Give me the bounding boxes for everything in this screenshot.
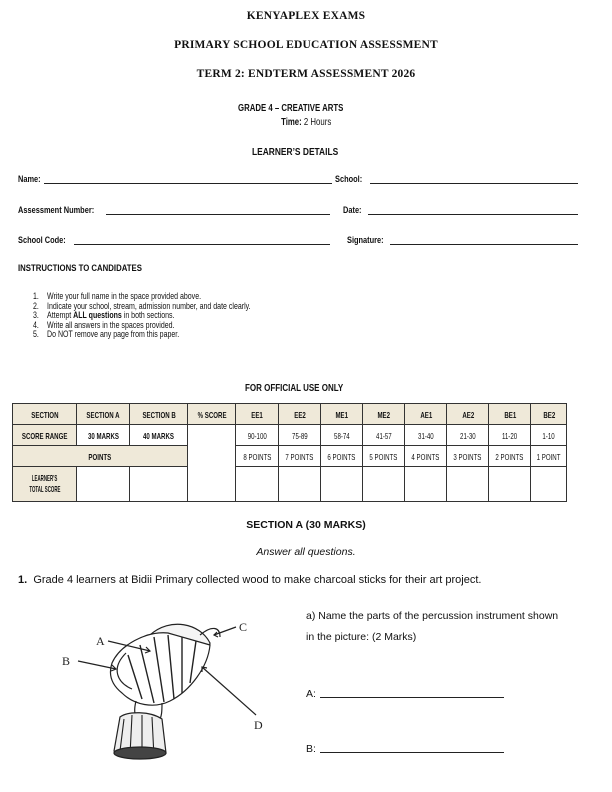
assessment-level-title: PRIMARY SCHOOL EDUCATION ASSESSMENT xyxy=(174,39,438,51)
grade-entry-cell[interactable] xyxy=(531,467,567,502)
section-a-instruction: Answer all questions. xyxy=(256,546,356,558)
grade-entry-cell[interactable] xyxy=(321,467,363,502)
table-header-cell: SECTION A xyxy=(77,404,130,425)
answer-b-field[interactable] xyxy=(320,752,504,753)
points-cell: 5 POINTS xyxy=(363,446,405,467)
table-header-cell: SECTION B xyxy=(130,404,188,425)
section-b-marks: 40 MARKS xyxy=(130,425,188,446)
drum-label-a: A xyxy=(96,634,105,648)
assessment-number-label: Assessment Number: xyxy=(18,205,95,216)
instruction-item: 2. Indicate your school, stream, admission number, and date clearly. xyxy=(33,300,251,311)
question-text: Grade 4 learners at Bidii Primary collected wood to make charcoal sticks for their art project. xyxy=(33,574,482,586)
official-use-title: FOR OFFICIAL USE ONLY xyxy=(244,383,343,394)
points-label: POINTS xyxy=(13,446,188,467)
drum-label-c: C xyxy=(239,620,248,634)
instruction-item: 4. Write all answers in the spaces provided. xyxy=(33,319,175,330)
grade-entry-cell[interactable] xyxy=(447,467,489,502)
table-header-cell: AE2 xyxy=(447,404,489,425)
points-cell: 1 POINT xyxy=(531,446,567,467)
score-range-cell: 11-20 xyxy=(489,425,531,446)
question-number: 1. xyxy=(18,574,28,586)
signature-label: Signature: xyxy=(347,235,384,246)
answer-a-label: A: xyxy=(306,688,316,700)
score-range-row xyxy=(13,425,567,446)
score-range-cell: 31-40 xyxy=(405,425,447,446)
grade-entry-cell[interactable] xyxy=(279,467,321,502)
name-field[interactable] xyxy=(44,183,332,184)
score-range-cell: 41-57 xyxy=(363,425,405,446)
signature-field[interactable] xyxy=(390,244,578,245)
points-cell: 8 POINTS xyxy=(236,446,279,467)
table-header-cell: AE1 xyxy=(405,404,447,425)
time-value: 2 Hours xyxy=(301,117,332,128)
drum-illustration xyxy=(50,605,280,765)
table-header-cell: BE1 xyxy=(489,404,531,425)
grade-entry-cell[interactable] xyxy=(489,467,531,502)
date-field[interactable] xyxy=(368,214,578,215)
official-score-table xyxy=(12,403,567,502)
score-range-cell: 1-10 xyxy=(531,425,567,446)
instruction-item: 1. Write your full name in the space provided above. xyxy=(33,291,202,301)
score-range-label: SCORE RANGE xyxy=(13,425,77,446)
table-header-cell: ME1 xyxy=(321,404,363,425)
school-label: School: xyxy=(335,174,363,185)
answer-b-label: B: xyxy=(306,743,316,755)
question-1a-marks: in the picture: (2 Marks) xyxy=(306,631,417,643)
exam-body-title: KENYAPLEX EXAMS xyxy=(246,10,366,22)
table-header-cell: BE2 xyxy=(531,404,567,425)
term-title: TERM 2: ENDTERM ASSESSMENT 2026 xyxy=(196,68,416,80)
points-cell: 4 POINTS xyxy=(405,446,447,467)
question-1a-prompt: a) Name the parts of the percussion instrument shown xyxy=(306,610,559,622)
answer-a-field[interactable] xyxy=(320,697,504,698)
school-code-field[interactable] xyxy=(74,244,330,245)
points-cell: 6 POINTS xyxy=(321,446,363,467)
percent-score-cell[interactable] xyxy=(188,425,236,502)
section-a-title: SECTION A (30 MARKS) xyxy=(246,519,366,531)
score-range-cell: 90-100 xyxy=(236,425,279,446)
section-header-row xyxy=(13,404,567,425)
section-a-score-cell[interactable] xyxy=(77,467,130,502)
score-range-cell: 75-89 xyxy=(279,425,321,446)
instructions-title: INSTRUCTIONS TO CANDIDATES xyxy=(18,263,142,274)
grade-subject: GRADE 4 – CREATIVE ARTS xyxy=(238,103,344,114)
name-label: Name: xyxy=(18,174,41,185)
learner-details-title: LEARNER’S DETAILS xyxy=(252,146,339,158)
instruction-item: 5. Do NOT remove any page from this paper. xyxy=(33,329,180,340)
table-header-cell: % SCORE xyxy=(188,404,236,425)
grade-entry-cell[interactable] xyxy=(363,467,405,502)
points-cell: 2 POINTS xyxy=(489,446,531,467)
drum-label-d: D xyxy=(254,718,263,732)
instruction-item: 3. Attempt ALL questions in both sections. xyxy=(33,310,175,321)
date-label: Date: xyxy=(343,205,362,216)
score-range-cell: 58-74 xyxy=(321,425,363,446)
learner-total-score-label: LEARNER’S TOTAL SCORE xyxy=(13,467,77,502)
section-a-marks: 30 MARKS xyxy=(77,425,130,446)
grade-entry-cell[interactable] xyxy=(236,467,279,502)
grade-entry-cell[interactable] xyxy=(405,467,447,502)
section-b-score-cell[interactable] xyxy=(130,467,188,502)
points-row xyxy=(13,446,567,467)
drum-label-b: B xyxy=(62,654,71,668)
duration xyxy=(0,112,612,130)
question-1-stem xyxy=(18,574,481,586)
score-range-cell: 21-30 xyxy=(447,425,489,446)
table-header-cell: SECTION xyxy=(13,404,77,425)
assessment-number-field[interactable] xyxy=(106,214,330,215)
table-header-cell: ME2 xyxy=(363,404,405,425)
school-code-label: School Code: xyxy=(18,235,66,246)
time-label: Time: xyxy=(280,117,302,128)
total-score-row xyxy=(13,467,567,502)
table-header-cell: EE2 xyxy=(279,404,321,425)
points-cell: 3 POINTS xyxy=(447,446,489,467)
instructions-list xyxy=(33,292,251,340)
points-cell: 7 POINTS xyxy=(279,446,321,467)
school-field[interactable] xyxy=(370,183,578,184)
table-header-cell: EE1 xyxy=(236,404,279,425)
